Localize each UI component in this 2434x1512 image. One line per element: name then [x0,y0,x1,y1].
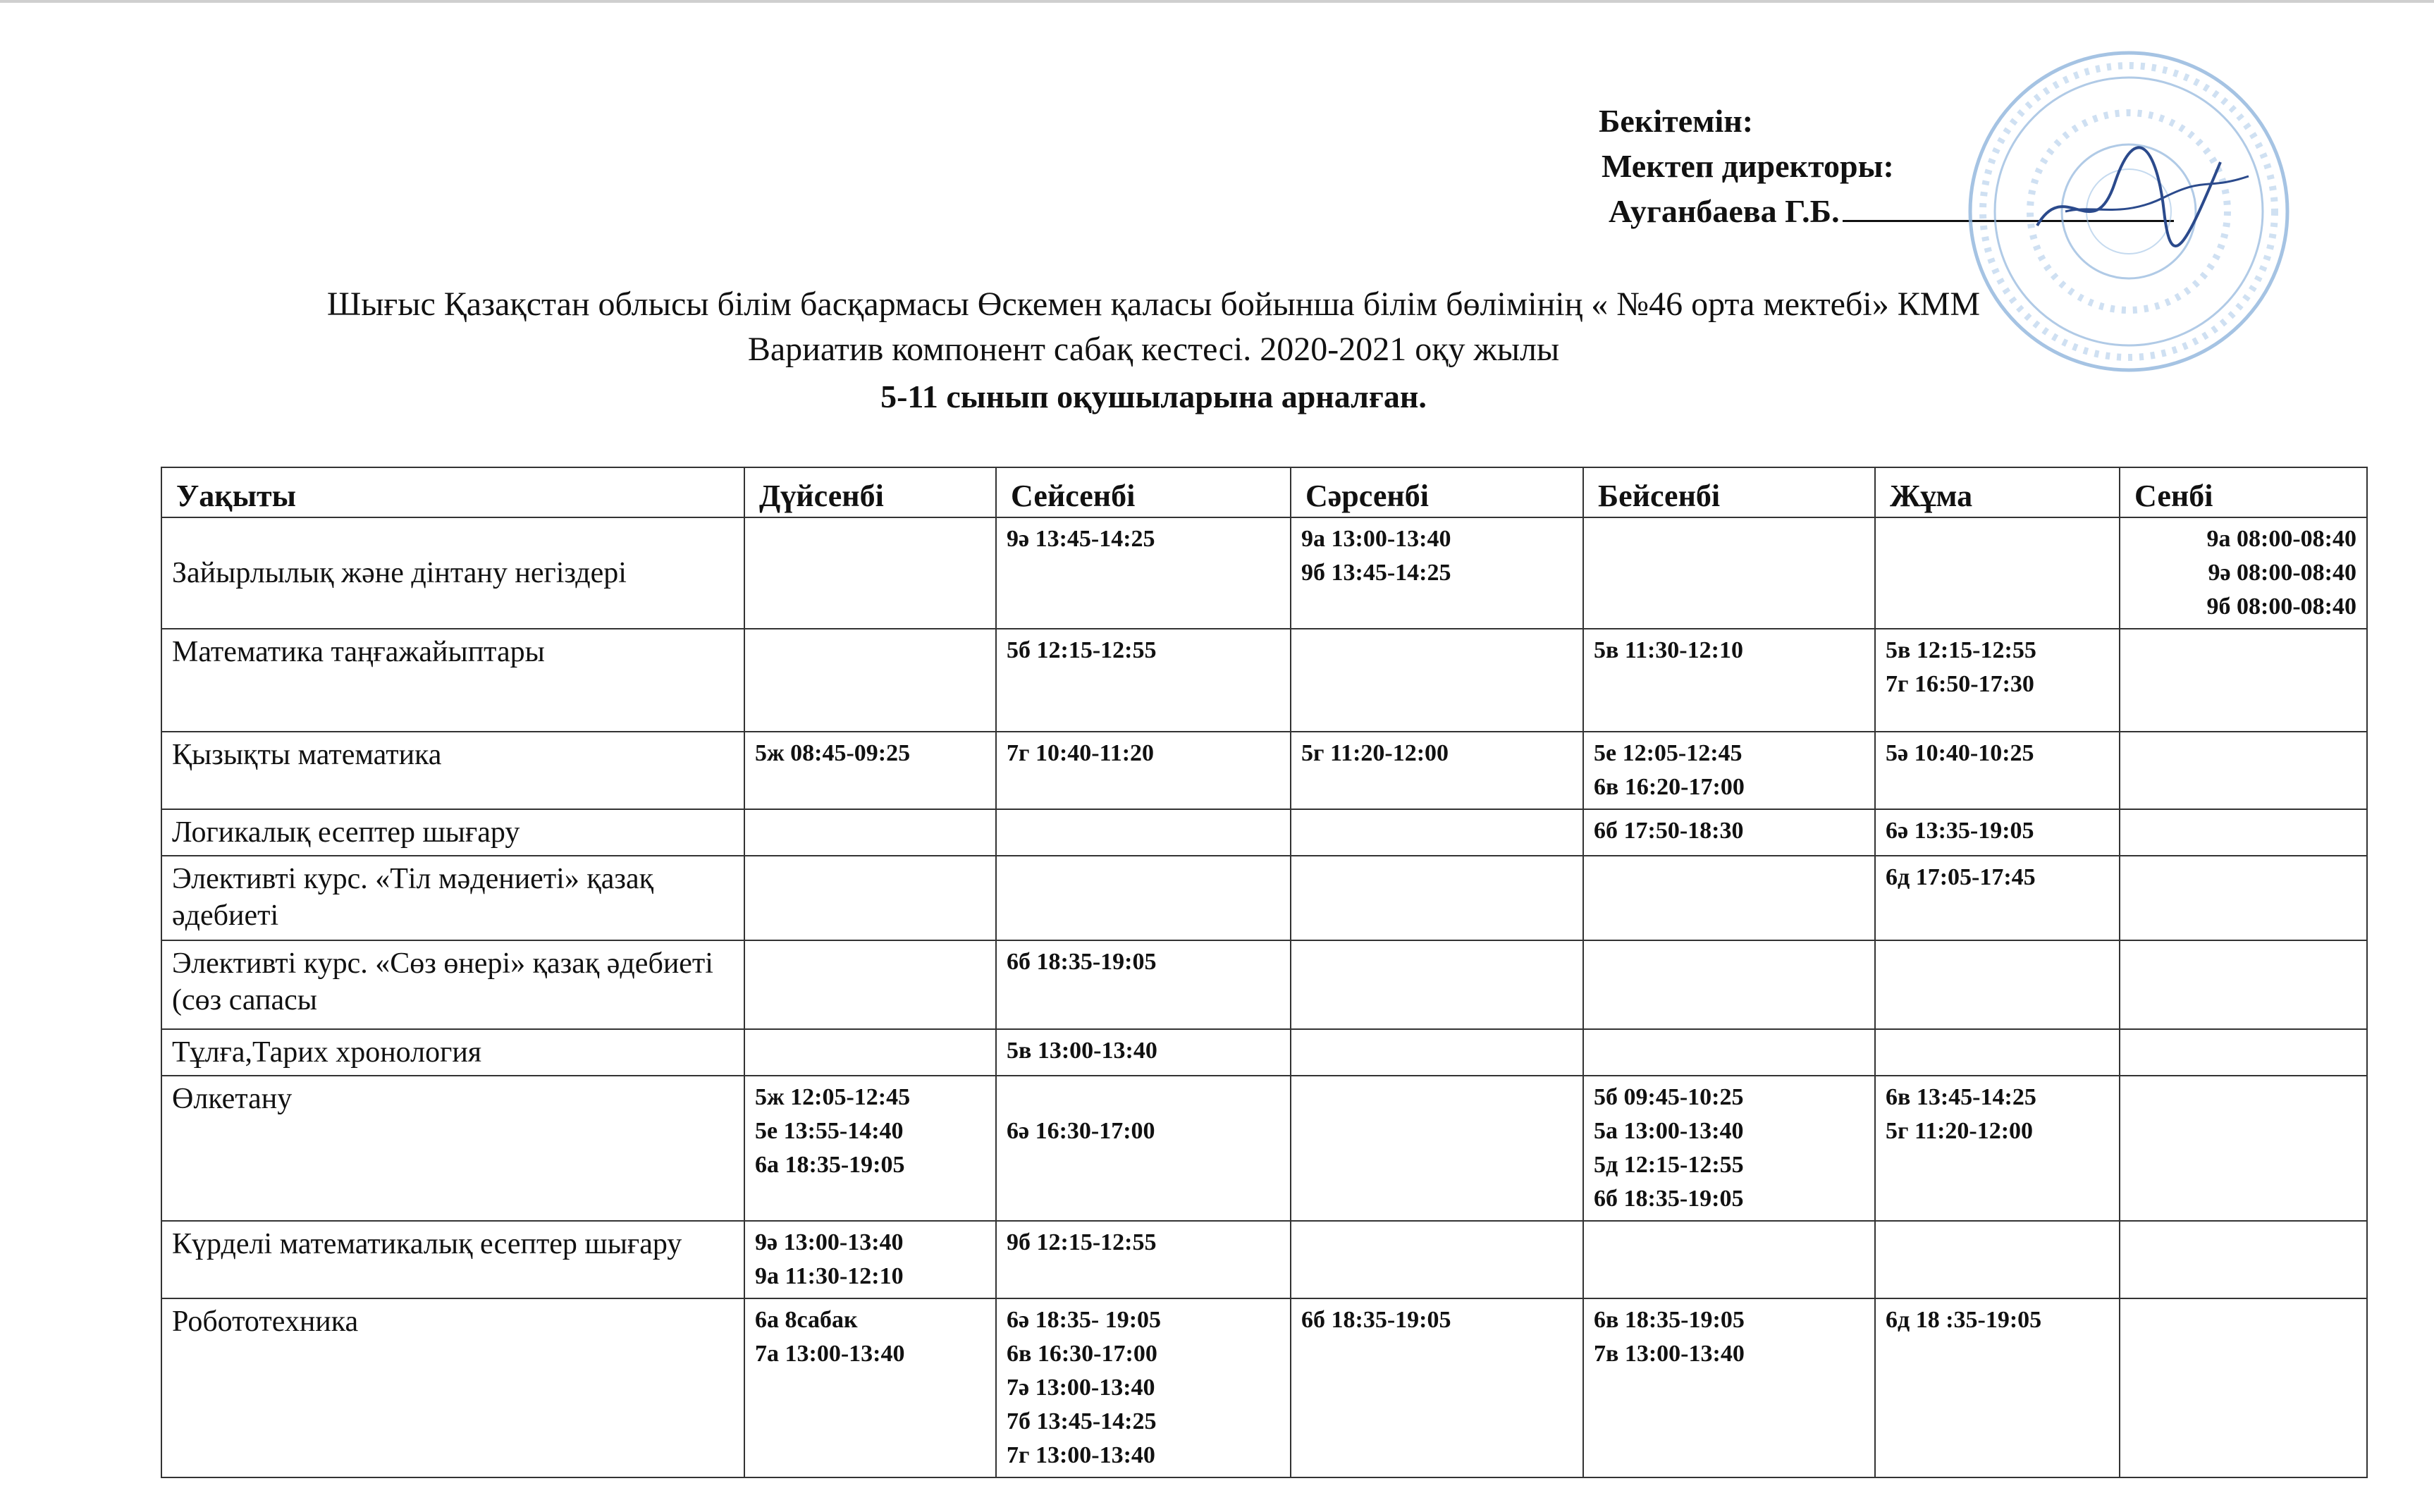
schedule-entry [1007,1081,1280,1114]
schedule-cell-mon [744,732,996,809]
schedule-entry: 7г 10:40-11:20 [1007,740,1155,766]
schedule-cell-fri [1875,517,2120,629]
schedule-cell-fri [1875,856,2120,940]
schedule-cell-fri [1875,1298,2120,1477]
schedule-entry: 9ә 13:00-13:40 [755,1229,904,1255]
scan-edge-line [0,0,2434,3]
col-header-saturday: Сенбі [2120,467,2367,517]
table-row [161,940,2367,1029]
schedule-entry: 5б 12:15-12:55 [1007,637,1157,663]
schedule-cell-thu [1583,856,1875,940]
header-line-2: Вариатив компонент сабақ кестесі. 2020-2021 оқу жылы [747,331,1560,368]
schedule-cell-mon [744,809,996,856]
schedule-entry: 5г 11:20-12:00 [1301,740,1449,766]
schedule-cell-mon [744,517,996,629]
schedule-cell-thu [1583,629,1875,732]
schedule-entry: 5ж 08:45-09:25 [755,740,911,766]
schedule-entry: 6в 16:30-17:00 [1007,1341,1157,1367]
subject-cell: Логикалық есептер шығару [161,809,744,856]
subject-cell: Робототехника [161,1298,744,1477]
schedule-cell-wed [1291,1076,1583,1221]
schedule-entry: 9ә 13:45-14:25 [1007,526,1155,552]
col-header-monday: Дүйсенбі [744,467,996,517]
schedule-cell-fri [1875,1076,2120,1221]
schedule-entry: 6в 16:20-17:00 [1594,774,1745,800]
schedule-entry: 6б 18:35-19:05 [1007,949,1157,975]
schedule-entry: 6б 18:35-19:05 [1301,1307,1451,1333]
subject-cell: Элективті курс. «Тіл мәдениеті» қазақ әдебиеті [161,856,744,940]
approval-line-1: Бекітемін: [1599,103,1754,139]
schedule-entry: 6а 18:35-19:05 [755,1152,905,1178]
schedule-cell-mon [744,1029,996,1076]
schedule-cell-tue [996,1298,1291,1477]
document-header [0,282,2434,422]
schedule-entry: 6б 17:50-18:30 [1594,818,1744,844]
schedule-entry: 5а 13:00-13:40 [1594,1118,1744,1144]
schedule-entry: 6в 13:45-14:25 [1886,1084,2036,1110]
schedule-entry: 6ә 18:35- 19:05 [1007,1307,1162,1333]
schedule-cell-fri [1875,629,2120,732]
schedule-cell-tue [996,809,1291,856]
schedule-entry: 7г 16:50-17:30 [1886,671,2034,697]
subject-cell: Математика таңғажайыптары [161,629,744,732]
schedule-cell-wed [1291,732,1583,809]
schedule-entry: 9а 13:00-13:40 [1301,526,1451,552]
schedule-entry: 6а 8сабак [755,1307,858,1333]
schedule-entry: 6д 17:05-17:45 [1886,864,2036,890]
schedule-cell-tue [996,732,1291,809]
schedule-cell-sat [2120,732,2367,809]
schedule-cell-sat [2120,1076,2367,1221]
schedule-cell-mon [744,856,996,940]
subject-cell: Элективті курс. «Сөз өнері» қазақ әдебиеті (сөз сапасы [161,940,744,1029]
table-row [161,1298,2367,1477]
schedule-cell-mon [744,1221,996,1298]
schedule-entry: 6в 18:35-19:05 [1594,1307,1745,1333]
table-row [161,1221,2367,1298]
subject-cell: Зайырлылық және дінтану негіздері [161,517,744,629]
schedule-entry: 9б 13:45-14:25 [1301,560,1451,586]
col-header-tuesday: Сейсенбі [996,467,1291,517]
schedule-cell-tue [996,1076,1291,1221]
col-header-time: Уақыты [161,467,744,517]
schedule-cell-wed [1291,517,1583,629]
schedule-cell-wed [1291,809,1583,856]
schedule-cell-fri [1875,940,2120,1029]
table-row [161,856,2367,940]
schedule-entry: 7а 13:00-13:40 [755,1341,905,1367]
schedule-cell-sat [2120,940,2367,1029]
col-header-wednesday: Сәрсенбі [1291,467,1583,517]
schedule-entry: 9а 11:30-12:10 [755,1263,904,1289]
table-row [161,1029,2367,1076]
schedule-cell-tue [996,1029,1291,1076]
schedule-entry: 7б 13:45-14:25 [1007,1408,1157,1434]
schedule-entry: 6б 18:35-19:05 [1594,1186,1744,1212]
schedule-cell-thu [1583,1029,1875,1076]
schedule-cell-thu [1583,1221,1875,1298]
schedule-cell-thu [1583,809,1875,856]
col-header-thursday: Бейсенбі [1583,467,1875,517]
col-header-friday: Жұма [1875,467,2120,517]
schedule-cell-wed [1291,1029,1583,1076]
schedule-cell-wed [1291,940,1583,1029]
schedule-cell-wed [1291,856,1583,940]
approval-line-2: Мектеп директоры: [1602,148,1894,184]
schedule-table [161,467,2368,1478]
schedule-entry: 5е 13:55-14:40 [755,1118,904,1144]
schedule-entry: 5б 09:45-10:25 [1594,1084,1744,1110]
schedule-cell-wed [1291,1221,1583,1298]
schedule-entry: 7г 13:00-13:40 [1007,1442,1155,1468]
schedule-cell-sat [2120,1221,2367,1298]
schedule-cell-wed [1291,629,1583,732]
schedule-cell-thu [1583,517,1875,629]
director-name: Ауганбаева Г.Б. [1609,193,1840,229]
schedule-entry: 6ә 16:30-17:00 [1007,1118,1155,1144]
schedule-cell-thu [1583,1298,1875,1477]
table-row [161,809,2367,856]
schedule-cell-tue [996,1221,1291,1298]
schedule-entry: 7ә 13:00-13:40 [1007,1375,1155,1401]
schedule-cell-mon [744,629,996,732]
schedule-entry: 6ә 13:35-19:05 [1886,818,2034,844]
schedule-cell-sat [2120,856,2367,940]
schedule-entry: 9б 12:15-12:55 [1007,1229,1157,1255]
schedule-entry: 5г 11:20-12:00 [1886,1118,2034,1144]
schedule-cell-thu [1583,732,1875,809]
schedule-entry: 5ә 10:40-10:25 [1886,740,2034,766]
schedule-cell-tue [996,629,1291,732]
subject-cell: Қызықты математика [161,732,744,809]
schedule-cell-fri [1875,1221,2120,1298]
schedule-cell-thu [1583,1076,1875,1221]
subject-cell: Күрделі математикалық есептер шығару [161,1221,744,1298]
schedule-entry: 5д 12:15-12:55 [1594,1152,1744,1178]
schedule-cell-wed [1291,1298,1583,1477]
schedule-cell-tue [996,856,1291,940]
schedule-cell-sat [2120,1029,2367,1076]
schedule-entry: 9ә 08:00-08:40 [2208,560,2356,586]
schedule-entry: 6д 18 :35-19:05 [1886,1307,2042,1333]
schedule-cell-thu [1583,940,1875,1029]
schedule-entry: 5в 11:30-12:10 [1594,637,1743,663]
schedule-cell-tue [996,940,1291,1029]
schedule-cell-fri [1875,732,2120,809]
header-line-1: Шығыс Қазақстан облысы білім басқармасы Өскемен қаласы бойынша білім бөлімінің « №46 орта мектебі» КММ [326,285,1981,323]
schedule-entry: 9а 08:00-08:40 [2206,526,2356,552]
schedule-cell-sat [2120,629,2367,732]
subject-cell: Өлкетану [161,1076,744,1221]
table-row [161,1076,2367,1221]
schedule-entry: 9б 08:00-08:40 [2206,594,2356,620]
schedule-entry: 5в 13:00-13:40 [1007,1038,1157,1064]
schedule-cell-sat [2120,1298,2367,1477]
table-row [161,732,2367,809]
schedule-cell-sat [2120,517,2367,629]
subject-cell: Тұлға,Тарих хронология [161,1029,744,1076]
schedule-cell-mon [744,1298,996,1477]
header-line-3: 5-11 сынып оқушыларына арналған. [880,379,1427,414]
table-row [161,517,2367,629]
table-row [161,629,2367,732]
schedule-cell-fri [1875,1029,2120,1076]
schedule-cell-mon [744,1076,996,1221]
schedule-entry: 7в 13:00-13:40 [1594,1341,1745,1367]
schedule-entry: 5ж 12:05-12:45 [755,1084,911,1110]
schedule-entry: 5в 12:15-12:55 [1886,637,2036,663]
schedule-cell-tue [996,517,1291,629]
schedule-entry: 5е 12:05-12:45 [1594,740,1742,766]
schedule-cell-sat [2120,809,2367,856]
header-row [161,467,2367,517]
schedule-cell-mon [744,940,996,1029]
schedule-cell-fri [1875,809,2120,856]
